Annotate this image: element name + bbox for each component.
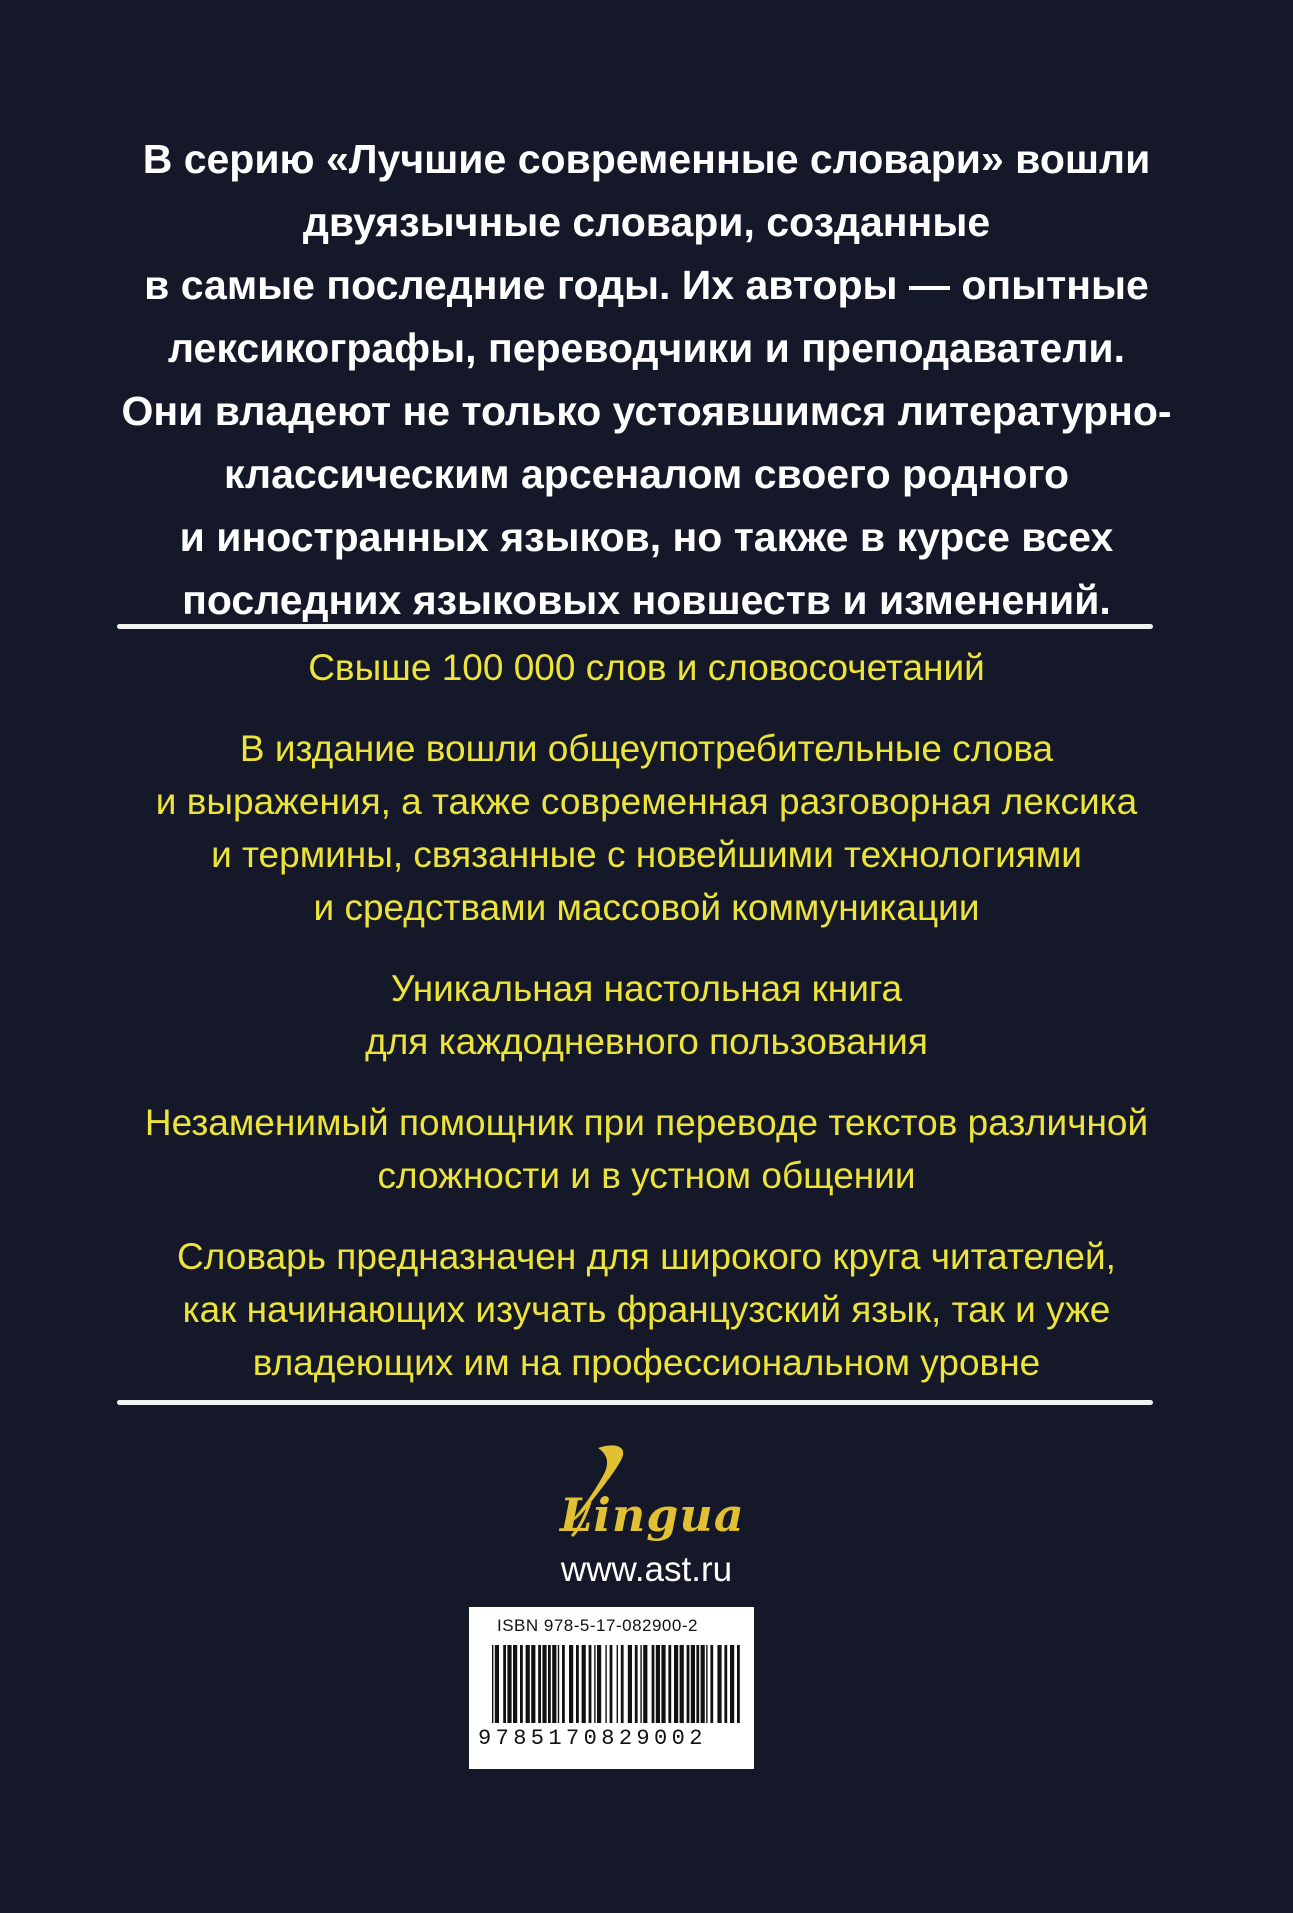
feature-item (60, 1230, 1233, 1389)
feature-line: В издание вошли общеупотребительные слова (239, 728, 1054, 769)
intro-paragraph (60, 128, 1233, 632)
feature-line: для каждодневного пользования (365, 1021, 928, 1062)
feature-line: Незаменимый помощник при переводе текстов различной (144, 1102, 1149, 1143)
intro-line: двуязычные словари, созданные (302, 199, 991, 245)
intro-line: В серию «Лучшие современные словари» вошли (142, 136, 1151, 182)
feature-line: и термины, связанные с новейшими технологиями (211, 834, 1082, 875)
feature-item (60, 962, 1233, 1068)
feature-item (60, 722, 1233, 934)
feature-line: и выражения, а также современная разговорная лексика (155, 781, 1138, 822)
feature-line: как начинающих изучать французский язык, так и уже (182, 1289, 1111, 1330)
feature-line: Уникальная настольная книга (390, 968, 903, 1009)
intro-line: классическим арсеналом своего родного (224, 451, 1069, 497)
divider-top (117, 624, 1153, 629)
feature-line: Свыше 100 000 слов и словосочетаний (308, 647, 985, 688)
isbn-label: ISBN 978-5-17-082900-2 (497, 1616, 698, 1635)
feature-item (60, 1096, 1233, 1202)
intro-line: в самые последние годы. Их авторы — опытные (144, 262, 1149, 308)
intro-line: последних языковых новшеств и изменений. (182, 577, 1111, 623)
lingua-logo-text: Lingua (560, 1488, 745, 1542)
feature-line: владеющих им на профессиональном уровне (252, 1342, 1041, 1383)
feature-line: сложности и в устном общении (377, 1155, 916, 1196)
divider-bottom (117, 1400, 1153, 1405)
intro-line: лексикографы, переводчики и преподаватели. (168, 325, 1125, 371)
feature-item (60, 641, 1233, 694)
intro-line: Они владеют не только устоявшимся литературно- (121, 388, 1172, 434)
feature-line: и средствами массовой коммуникации (313, 887, 980, 928)
website-url[interactable]: www.ast.ru (560, 1550, 733, 1589)
feature-line: Словарь предназначен для широкого круга читателей, (177, 1236, 1116, 1277)
barcode-digits: 9785170829002 (478, 1726, 707, 1751)
feature-list (60, 641, 1233, 1417)
intro-line: и иностранных языков, но также в курсе всех (179, 514, 1114, 560)
